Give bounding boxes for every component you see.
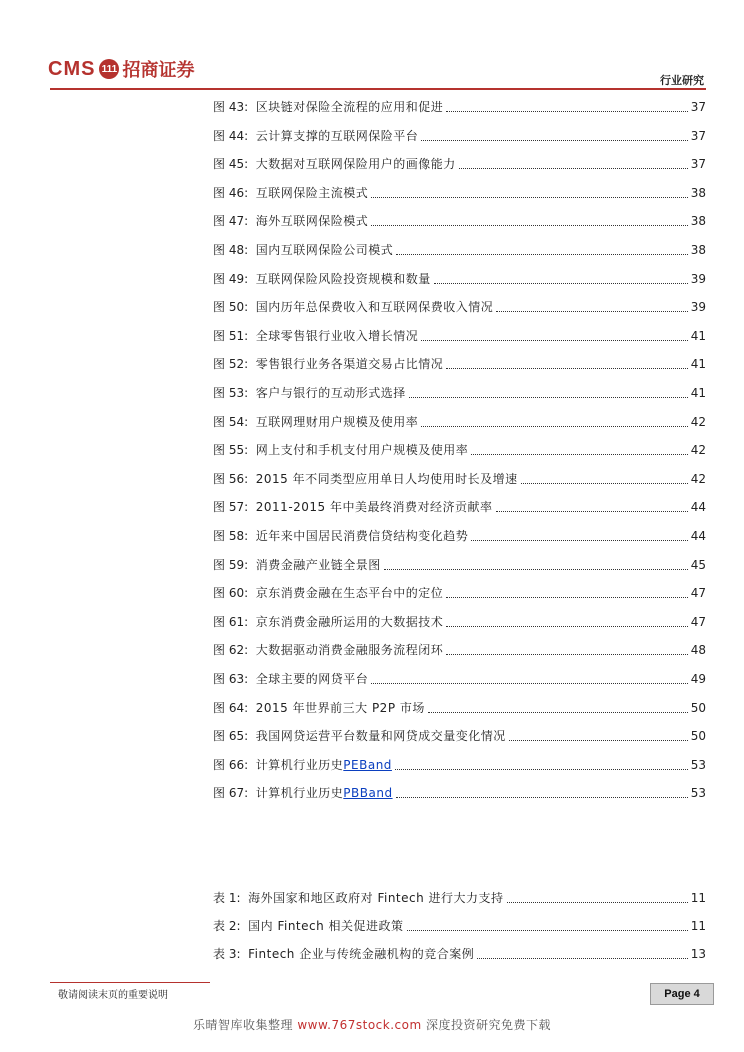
entry-label: 表 3: [213, 947, 241, 961]
header-divider [50, 88, 706, 90]
figure-entry[interactable] [213, 383, 706, 403]
dot-leader [428, 712, 688, 713]
figure-entry[interactable] [213, 183, 706, 203]
entry-label: 图 60: [213, 586, 249, 601]
figure-entry[interactable] [213, 269, 706, 289]
entry-title: 互联网理财用户规模及使用率 [255, 414, 419, 429]
entry-label: 图 54: [213, 414, 249, 429]
entry-page-number: 42 [690, 414, 706, 429]
entry-page-number: 53 [690, 786, 706, 801]
figure-entry[interactable] [213, 555, 706, 575]
entry-label: 图 51: [213, 328, 249, 343]
entry-link[interactable]: PEBand [343, 757, 392, 772]
entry-label: 图 44: [213, 128, 249, 143]
entry-title: 国内互联网保险公司模式 [255, 243, 394, 257]
entry-label: 图 50: [213, 300, 249, 315]
entry-title: 区块链对保险全流程的应用和促进 [255, 100, 444, 114]
figure-entry[interactable] [213, 783, 706, 803]
disclaimer-note: 敬请阅读末页的重要说明 [58, 990, 168, 1001]
dot-leader [395, 769, 688, 770]
entry-title: 互联网保险风险投资规模和数量 [255, 271, 431, 286]
entry-title: 国内 Fintech 相关促进政策 [248, 919, 404, 933]
dot-leader [496, 511, 688, 512]
entry-label: 图 52: [213, 357, 249, 372]
dot-leader [507, 902, 688, 903]
entry-page-number: 38 [690, 214, 706, 229]
entry-title: 近年来中国居民消费信贷结构变化趋势 [255, 529, 469, 543]
entry-page-number: 44 [690, 529, 706, 543]
page-header [0, 0, 744, 100]
watermark-prefix: 乐晴智库收集整理 [192, 1018, 293, 1032]
entry-label: 图 62: [213, 643, 249, 658]
entry-title: 云计算支撑的互联网保险平台 [255, 128, 419, 143]
entry-title: 互联网保险主流模式 [255, 185, 369, 200]
entry-label: 图 47: [213, 214, 249, 229]
figure-entry[interactable] [213, 726, 706, 746]
entry-page-number: 37 [690, 157, 706, 172]
company-logo [48, 56, 194, 82]
entry-label: 图 59: [213, 557, 249, 572]
logo-cms-text: CMS [48, 57, 96, 80]
entry-page-number: 37 [690, 128, 706, 143]
dot-leader [459, 168, 688, 169]
entry-page-number: 41 [690, 328, 706, 343]
entry-title: 全球零售银行业收入增长情况 [255, 328, 419, 343]
figure-entry[interactable] [213, 669, 706, 689]
figure-entry[interactable] [213, 211, 706, 231]
section-label: 行业研究 [660, 74, 704, 87]
entry-page-number: 42 [690, 443, 706, 458]
entry-page-number: 48 [690, 643, 706, 658]
entry-label: 表 2: [213, 919, 241, 933]
entry-title: 消费金融产业链全景图 [255, 557, 381, 572]
entry-title: 大数据对互联网保险用户的画像能力 [255, 157, 456, 172]
dot-leader [396, 797, 688, 798]
entry-title: 国内历年总保费收入和互联网保费收入情况 [255, 300, 494, 315]
table-entry[interactable] [213, 944, 706, 964]
entry-title: 海外互联网保险模式 [255, 214, 369, 229]
figure-entry[interactable] [213, 612, 706, 632]
footer-divider [50, 982, 210, 983]
entry-title: 2011-2015 年中美最终消费对经济贡献率 [255, 500, 493, 515]
entry-label: 图 48: [213, 243, 249, 257]
page-number-badge: Page 4 [650, 983, 714, 1005]
dot-leader [471, 540, 687, 541]
dot-leader [521, 483, 688, 484]
entry-title: 我国网贷运营平台数量和网贷成交量变化情况 [255, 729, 506, 744]
logo-chinese-name: 招商证券 [122, 60, 195, 81]
entry-page-number: 13 [690, 947, 706, 961]
dot-leader [407, 930, 688, 931]
entry-label: 图 55: [213, 443, 249, 458]
entry-page-number: 42 [690, 471, 706, 486]
dot-leader [446, 654, 687, 655]
figure-entry[interactable] [213, 97, 706, 117]
entry-title: 全球主要的网贷平台 [255, 672, 369, 686]
entry-page-number: 47 [690, 614, 706, 629]
figure-entry[interactable] [213, 526, 706, 546]
dot-leader [371, 197, 687, 198]
entry-label: 图 65: [213, 729, 249, 744]
watermark-suffix: 深度投资研究免费下载 [426, 1018, 552, 1032]
entry-label: 图 67: [213, 786, 249, 801]
dot-leader [421, 140, 687, 141]
table-entry[interactable] [213, 916, 706, 936]
dot-leader [396, 254, 687, 255]
dot-leader [409, 397, 688, 398]
entry-label: 图 46: [213, 185, 249, 200]
entry-title: 大数据驱动消费金融服务流程闭环 [255, 643, 444, 658]
entry-page-number: 41 [690, 357, 706, 372]
entry-title: 计算机行业历史 [255, 757, 344, 772]
figure-entry[interactable] [213, 583, 706, 603]
table-entry[interactable] [213, 888, 706, 908]
entry-link[interactable]: PBBand [343, 786, 393, 801]
entry-page-number: 50 [690, 700, 706, 715]
entry-label: 图 57: [213, 500, 249, 515]
entry-label: 图 63: [213, 672, 249, 686]
watermark-site: www.767stock.com [297, 1018, 422, 1032]
entry-title: 网上支付和手机支付用户规模及使用率 [255, 443, 469, 458]
entry-title: Fintech 企业与传统金融机构的竞合案例 [248, 947, 475, 961]
entry-page-number: 49 [690, 672, 706, 686]
figure-entry[interactable] [213, 698, 706, 718]
entry-page-number: 47 [690, 586, 706, 601]
dot-leader [446, 111, 687, 112]
entry-label: 图 66: [213, 757, 249, 772]
entry-page-number: 38 [690, 185, 706, 200]
dot-leader [371, 225, 687, 226]
figure-entry[interactable] [213, 154, 706, 174]
entry-label: 表 1: [213, 891, 241, 905]
entry-title: 海外国家和地区政府对 Fintech 进行大力支持 [248, 891, 504, 905]
entry-label: 图 45: [213, 157, 249, 172]
entry-page-number: 38 [690, 243, 706, 257]
dot-leader [471, 454, 687, 455]
figure-entry[interactable] [213, 469, 706, 489]
figure-entry[interactable] [213, 640, 706, 660]
dot-leader [509, 740, 688, 741]
entry-label: 图 43: [213, 100, 249, 114]
logo-mark-icon [99, 59, 119, 79]
figure-entry[interactable] [213, 440, 706, 460]
dot-leader [446, 597, 687, 598]
entry-label: 图 61: [213, 614, 249, 629]
dot-leader [446, 368, 687, 369]
dot-leader [421, 340, 687, 341]
entry-title: 客户与银行的互动形式选择 [255, 386, 406, 400]
entry-page-number: 11 [690, 891, 706, 905]
watermark [0, 1016, 744, 1033]
dot-leader [421, 426, 687, 427]
entry-label: 图 53: [213, 386, 249, 400]
entry-page-number: 44 [690, 500, 706, 515]
entry-page-number: 11 [690, 919, 706, 933]
logo-mark-text: 111 [101, 63, 118, 75]
entry-label: 图 56: [213, 471, 249, 486]
entry-title: 零售银行业务各渠道交易占比情况 [255, 357, 444, 372]
entry-title: 京东消费金融在生态平台中的定位 [255, 586, 444, 601]
dot-leader [434, 283, 688, 284]
entry-title: 2015 年世界前三大 P2P 市场 [255, 700, 425, 715]
figure-entry[interactable] [213, 755, 706, 775]
figure-entry[interactable] [213, 412, 706, 432]
entry-page-number: 39 [690, 300, 706, 315]
entry-page-number: 50 [690, 729, 706, 744]
figure-entry[interactable] [213, 354, 706, 374]
figure-entry[interactable] [213, 297, 706, 317]
dot-leader [446, 626, 687, 627]
entry-title: 2015 年不同类型应用单日人均使用时长及增速 [255, 471, 518, 486]
entry-page-number: 37 [690, 100, 706, 114]
dot-leader [496, 311, 687, 312]
entry-title: 京东消费金融所运用的大数据技术 [255, 614, 444, 629]
dot-leader [384, 569, 688, 570]
entry-page-number: 45 [690, 557, 706, 572]
entry-page-number: 41 [690, 386, 706, 400]
figure-entry[interactable] [213, 126, 706, 146]
entry-label: 图 64: [213, 700, 249, 715]
figure-entry[interactable] [213, 240, 706, 260]
entry-page-number: 53 [690, 757, 706, 772]
figure-entry[interactable] [213, 326, 706, 346]
entry-title: 计算机行业历史 [255, 786, 344, 801]
entry-label: 图 58: [213, 529, 249, 543]
dot-leader [371, 683, 687, 684]
dot-leader [477, 958, 688, 959]
entry-page-number: 39 [690, 271, 706, 286]
entry-label: 图 49: [213, 271, 249, 286]
figure-entry[interactable] [213, 497, 706, 517]
